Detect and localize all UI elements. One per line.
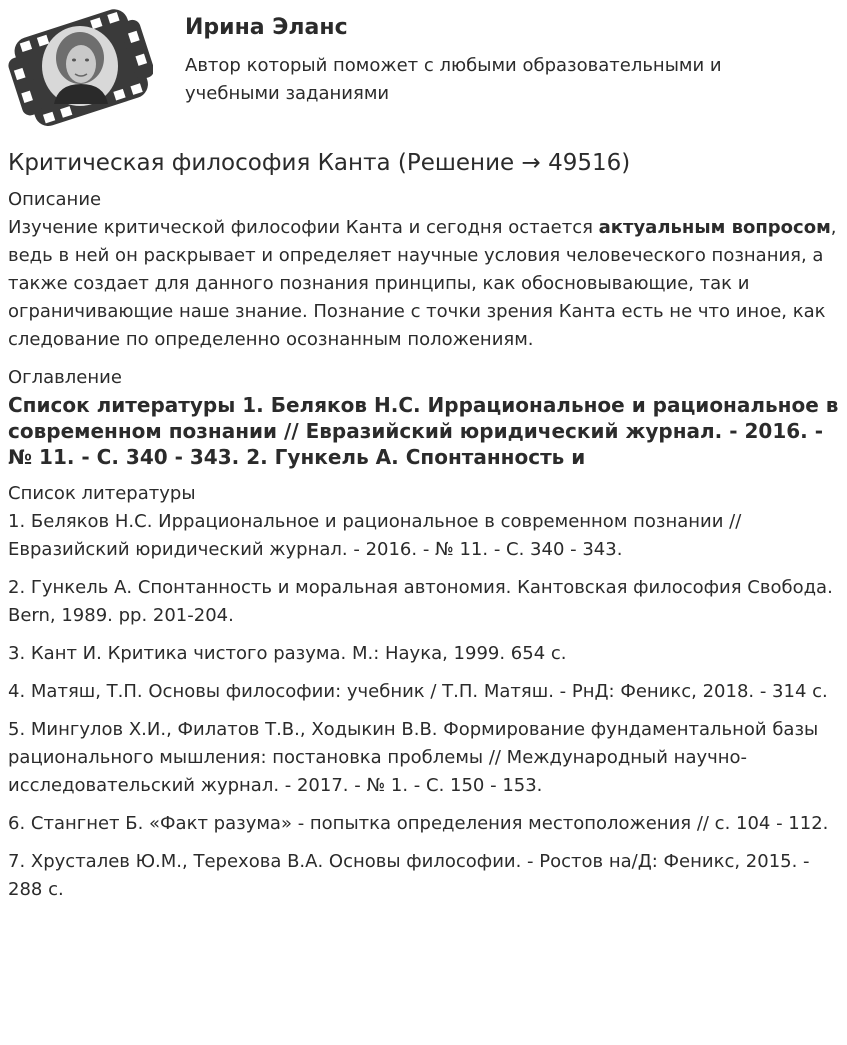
literature-item: 3. Кант И. Критика чистого разума. М.: Наука, 1999. 654 с. — [8, 643, 567, 664]
literature-item: 5. Мингулов Х.И., Филатов Т.В., Ходыкин В.В. Формирование фундаментальной базы рационального мышления: постановка проблемы // Международный научно-исследовательский журнал. - 2017. - № 1. - С. 150 - 153. — [8, 719, 819, 796]
author-block — [8, 8, 839, 128]
description-text-start: Изучение критической философии Канта и сегодня остается — [8, 217, 599, 238]
description-text-end: , ведь в ней он раскрывает и определяет научные условия человеческого познания, а также создает для данного познания принципы, как обосновывающие, так и ограничивающие наше знание. Познание с точки зрения Канта есть не что иное, как следование по определенно осознанным положениям. — [8, 217, 837, 350]
description-bold-phrase: актуальным вопросом — [598, 217, 831, 238]
author-description: Автор который поможет с любыми образовательными и учебными заданиями — [185, 55, 722, 104]
literature-item: 4. Матяш, Т.П. Основы философии: учебник / Т.П. Матяш. - РнД: Феникс, 2018. - 314 с. — [8, 681, 828, 702]
description-text — [8, 214, 839, 354]
page-title: Критическая философия Канта (Решение → 49516) — [8, 150, 631, 176]
literature-item: 7. Хрусталев Ю.М., Терехова В.А. Основы философии. - Ростов на/Д: Феникс, 2015. - 288 с. — [8, 851, 810, 900]
author-avatar — [8, 8, 153, 126]
toc-text: Список литературы 1. Беляков Н.С. Иррациональное и рациональное в современном познании // Евразийский юридический журнал. - 2016. - № 11. - С. 340 - 343. 2. Гункель А. Спонтанность и — [8, 393, 839, 469]
literature-list — [8, 508, 839, 904]
literature-item: 1. Беляков Н.С. Иррациональное и рациональное в современном познании // Евразийский юридический журнал. - 2016. - № 11. - С. 340 - 343. — [8, 511, 742, 560]
literature-label: Список литературы — [8, 483, 196, 504]
author-name: Ирина Эланс — [185, 15, 348, 40]
description-label: Описание — [8, 189, 102, 210]
content — [8, 186, 839, 914]
toc-label: Оглавление — [8, 367, 122, 388]
literature-item: 2. Гункель А. Спонтанность и моральная автономия. Кантовская философия Свобода. Bern, 1989. pp. 201-204. — [8, 577, 833, 626]
literature-item: 6. Стангнет Б. «Факт разума» - попытка определения местоположения // с. 104 - 112. — [8, 813, 829, 834]
